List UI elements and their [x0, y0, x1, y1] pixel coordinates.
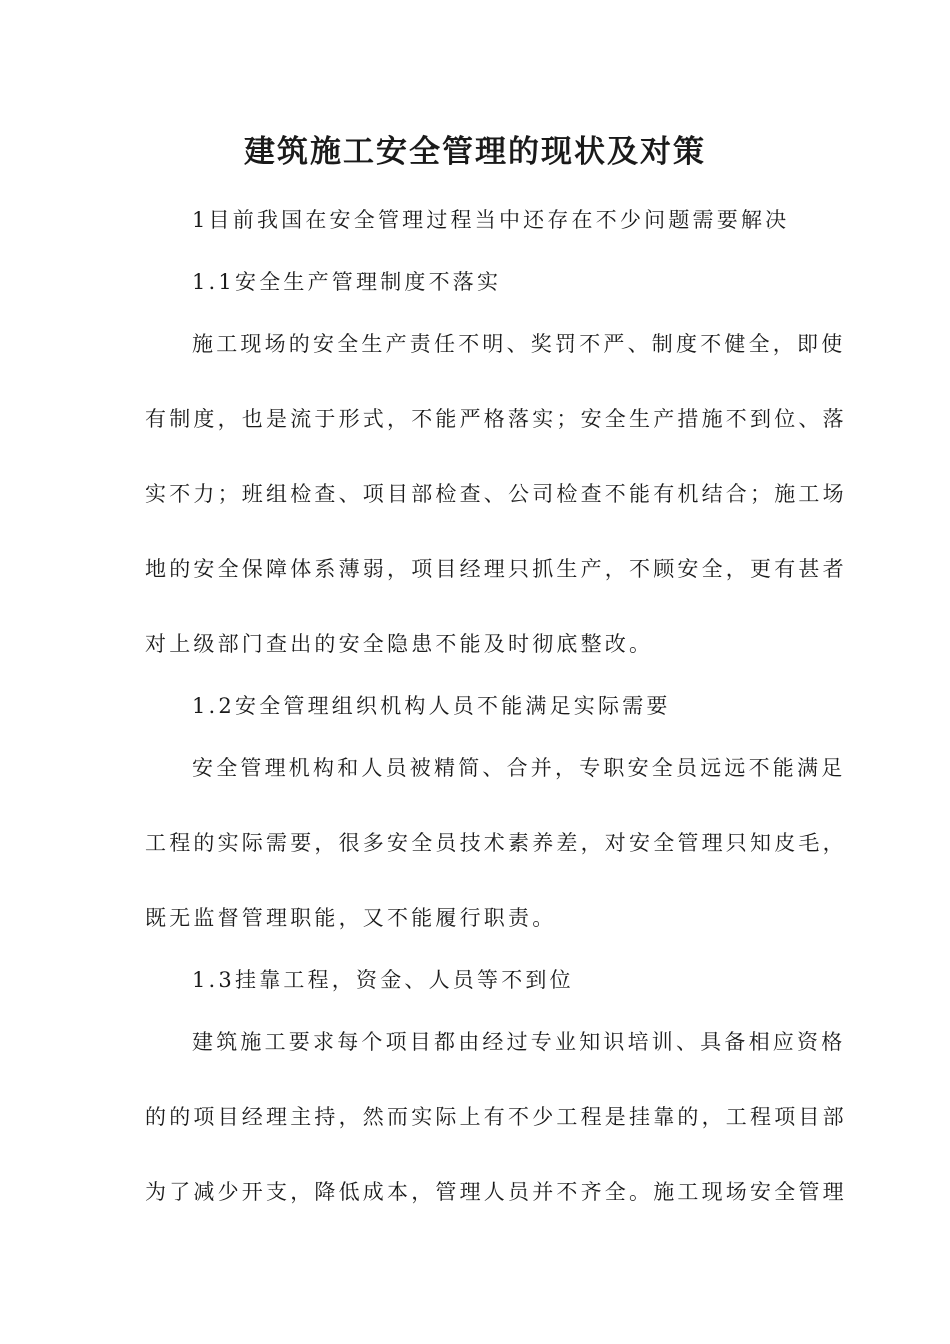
paragraph-line: 施工现场的安全生产责任不明、奖罚不严、制度不健全，即使: [192, 332, 846, 356]
paragraph-line: 实不力；班组检查、项目部检查、公司检查不能有机结合；施工场: [145, 482, 847, 506]
paragraph-line: 为了减少开支，降低成本，管理人员并不齐全。施工现场安全管理: [145, 1180, 847, 1204]
section-heading-1-2: 1.2安全管理组织机构人员不能满足实际需要: [192, 694, 671, 718]
section-heading-1: 1目前我国在安全管理过程当中还存在不少问题需要解决: [192, 208, 790, 232]
paragraph-line: 地的安全保障体系薄弱，项目经理只抓生产，不顾安全，更有甚者: [145, 557, 847, 581]
paragraph-line: 的的项目经理主持，然而实际上有不少工程是挂靠的，工程项目部: [145, 1105, 847, 1129]
paragraph-line: 对上级部门查出的安全隐患不能及时彻底整改。: [145, 632, 654, 656]
paragraph-line: 建筑施工要求每个项目都由经过专业知识培训、具备相应资格: [192, 1030, 846, 1054]
paragraph-line: 工程的实际需要，很多安全员技术素养差，对安全管理只知皮毛，: [145, 831, 847, 855]
paragraph-line: 既无监督管理职能，又不能履行职责。: [145, 906, 557, 930]
document-title: 建筑施工安全管理的现状及对策: [244, 134, 706, 170]
section-heading-1-1: 1.1安全生产管理制度不落实: [192, 270, 502, 294]
section-heading-1-3: 1.3挂靠工程，资金、人员等不到位: [192, 968, 574, 992]
paragraph-line: 有制度，也是流于形式，不能严格落实；安全生产措施不到位、落: [145, 407, 847, 431]
paragraph-line: 安全管理机构和人员被精简、合并，专职安全员远远不能满足: [192, 756, 846, 780]
